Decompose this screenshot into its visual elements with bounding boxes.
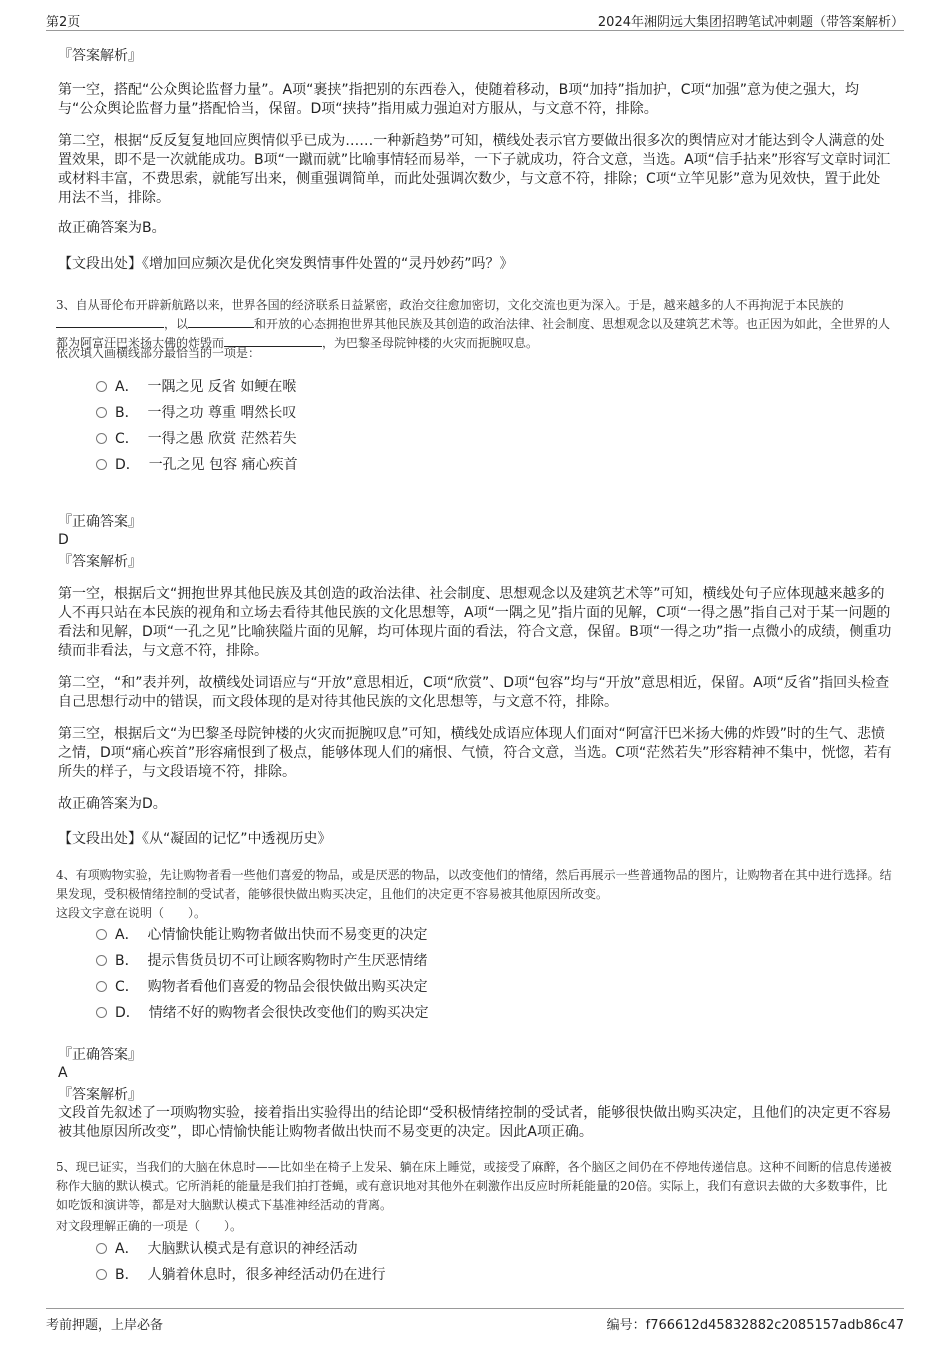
q3-option-c[interactable]: C． 一得之愚 欣赏 茫然若失 — [96, 430, 297, 449]
radio-icon[interactable] — [96, 381, 107, 392]
q4-analysis: 文段首先叙述了一项购物实验，接着指出实验得出的结论即“受积极情绪控制的受试者，能够很快做出购买决定，且他们的决定更不容易被其他原因所改变”，即心情愉快能让购物者做出快而不易变更的决定。因此A项正确。 — [58, 1105, 892, 1140]
q2-analysis-label: 『答案解析』 — [58, 48, 142, 64]
blank-2 — [188, 315, 254, 328]
radio-icon[interactable] — [96, 433, 107, 444]
radio-icon[interactable] — [96, 1007, 107, 1018]
q3-analysis-label: 『答案解析』 — [58, 554, 142, 570]
q3-correct-answer: D — [58, 532, 69, 548]
q3-conclusion: 故正确答案为D。 — [58, 796, 167, 812]
q3-analysis-p1: 第一空，根据后文“拥抱世界其他民族及其创造的政治法律、社会制度、思想观念以及建筑艺术等”可知，横线处句子应体现越来越多的人不再只站在本民族的视角和立场去看待其他民族的文化思想等，A项“一隅之见”指片面的见解，C项“一得之愚”指自己对于某一问题的看法和见解，D项“一孔之见”比喻狭隘片面的见解，均可体现片面的看法，符合文意，保留。B项“一得之功”指一点微小的成绩，侧重功绩而非看法，与文意不符，排除。 — [58, 586, 892, 659]
footer-slogan: 考前押题，上岸必备 — [46, 1318, 164, 1333]
radio-icon[interactable] — [96, 981, 107, 992]
q4-correct-label: 『正确答案』 — [58, 1047, 142, 1063]
q2-analysis-p1: 第一空，搭配“公众舆论监督力量”。A项“裹挟”指把别的东西卷入，使随着移动，B项“加持”指加护，C项“加强”意为使之强大，均与“公众舆论监督力量”搭配恰当，保留。D项“挟持”指用威力强迫对方服从，与文意不符，排除。 — [58, 82, 859, 117]
q4-option-a[interactable]: A． 心情愉快能让购物者做出快而不易变更的决定 — [96, 926, 427, 945]
q4-prompt: 这段文字意在说明（ ）。 — [56, 906, 207, 920]
q3-correct-label: 『正确答案』 — [58, 514, 142, 530]
radio-icon[interactable] — [96, 1243, 107, 1254]
radio-icon[interactable] — [96, 955, 107, 966]
q4-option-b[interactable]: B． 提示售货员切不可让顾客购物时产生厌恶情绪 — [96, 952, 428, 971]
q4-option-c[interactable]: C． 购物者看他们喜爱的物品会很快做出购买决定 — [96, 978, 428, 997]
q2-conclusion: 故正确答案为B。 — [58, 220, 166, 236]
q3-analysis-p3: 第三空，根据后文“为巴黎圣母院钟楼的火灾而扼腕叹息”可知，横线处成语应体现人们面对“阿富汗巴米扬大佛的炸毁”时的生气、悲愤之情，D项“痛心疾首”形容痛恨到了极点，能够体现人们的痛恨、气愤，符合文意，当选。C项“茫然若失”形容精神不集中，恍惚，若有所失的样子，与文段语境不符，排除。 — [58, 726, 892, 780]
q5-option-b[interactable]: B． 人躺着休息时，很多神经活动仍在进行 — [96, 1266, 386, 1285]
blank-1 — [56, 315, 164, 328]
q4-analysis-label: 『答案解析』 — [58, 1087, 142, 1103]
q3-prompt: 依次填入画横线部分最恰当的一项是： — [56, 346, 261, 360]
q4-option-d[interactable]: D． 情绪不好的购物者会很快改变他们的购买决定 — [96, 1004, 429, 1023]
q3-analysis-p2: 第二空，“和”表并列，故横线处词语应与“开放”意思相近，C项“欣赏”、D项“包容”均与“开放”意思相近，保留。A项“反省”指回头检查自己思想行动中的错误，而文段体现的是对待其他民族的文化思想等，与文意不符，排除。 — [58, 675, 890, 710]
radio-icon[interactable] — [96, 459, 107, 470]
q5-prompt: 对文段理解正确的一项是（ ）。 — [56, 1219, 243, 1233]
q2-source: 【文段出处】《增加回应频次是优化突发舆情事件处置的“灵丹妙药”吗？》 — [58, 256, 514, 272]
radio-icon[interactable] — [96, 407, 107, 418]
q3-stem: 3、自从哥伦布开辟新航路以来，世界各国的经济联系日益紧密，政治交往愈加密切，文化交流也更为深入。于是，越来越多的人不再拘泥于本民族的，以 和开放的心态拥抱世界其他民族及其创造的政治法律、社会制度、思想观念以及建筑艺术等。也正因为如此，全世界的人都为阿富汗巴米扬大佛的炸毁而 ，为巴黎圣母院钟楼的火灾而扼腕叹息。 — [56, 298, 891, 350]
page-header — [46, 8, 904, 31]
q4-correct-answer: A — [58, 1065, 68, 1081]
q3-source: 【文段出处】《从“凝固的记忆”中透视历史》 — [58, 831, 332, 847]
q4-stem: 4、有项购物实验，先让购物者看一些他们喜爱的物品，或是厌恶的物品，以改变他们的情绪，然后再展示一些普通物品的图片，让购物者在其中进行选择。结果发现，受积极情绪控制的受试者，能够很快做出购买决定，且他们的决定更不容易被其他原因所改变。 — [56, 868, 892, 901]
q2-analysis-p2: 第二空，根据“反反复复地回应舆情似乎已成为……一种新趋势”可知，横线处表示官方要做出很多次的舆情应对才能达到令人满意的处置效果，即不是一次就能成功。B项“一蹴而就”比喻事情轻而易举，一下子就成功，符合文意，当选。A项“信手拈来”形容写文章时词汇或材料丰富，不费思索，就能写出来，侧重强调简单，而此处强调次数少，与文意不符，排除；C项“立竿见影”意为见效快，置于此处用法不当，排除。 — [58, 133, 891, 206]
page-number: 第2页 — [46, 15, 81, 30]
page-footer — [46, 1308, 904, 1333]
document-id: 编号：f766612d45832882c2085157adb86c47 — [606, 1318, 904, 1333]
q5-stem: 5、现已证实，当我们的大脑在休息时——比如坐在椅子上发呆、躺在床上睡觉，或接受了麻醉，各个脑区之间仍在不停地传递信息。这种不间断的信息传递被称作大脑的默认模式。它所消耗的能量是我们拍打苍蝇，或有意识地对其他外在刺激作出反应时所耗能量的20倍。实际上，我们有意识去做的大多数事件，比如吃饭和演讲等，都是对大脑默认模式下基准神经活动的背离。 — [56, 1160, 892, 1212]
q5-option-a[interactable]: A． 大脑默认模式是有意识的神经活动 — [96, 1240, 357, 1259]
document-title: 2024年湘阴远大集团招聘笔试冲刺题（带答案解析） — [597, 15, 904, 30]
q3-option-b[interactable]: B． 一得之功 尊重 喟然长叹 — [96, 404, 296, 423]
radio-icon[interactable] — [96, 1269, 107, 1280]
q3-option-d[interactable]: D． 一孔之见 包容 痛心疾首 — [96, 456, 298, 475]
radio-icon[interactable] — [96, 929, 107, 940]
q3-option-a[interactable]: A． 一隅之见 反省 如鲠在喉 — [96, 378, 296, 397]
